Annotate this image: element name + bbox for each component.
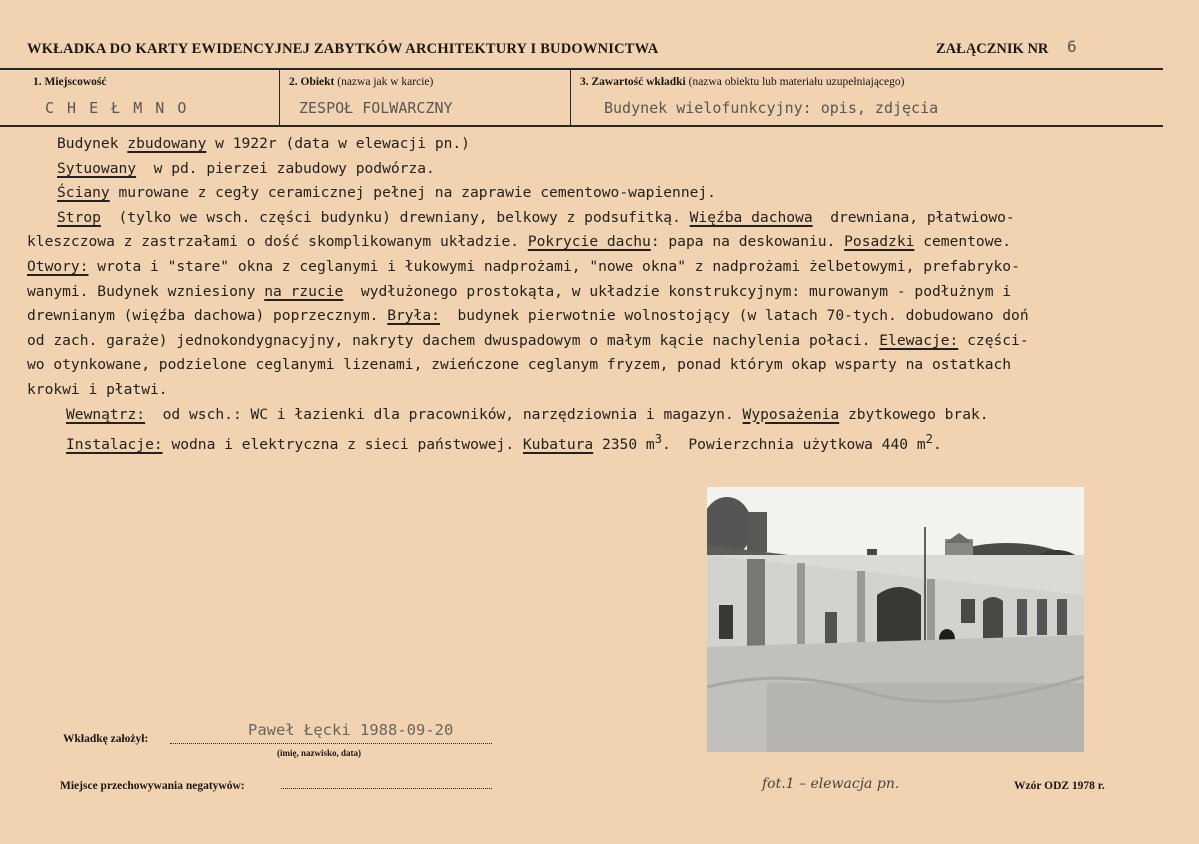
- object-label: [289, 76, 433, 88]
- form-code: Wzór ODZ 1978 r.: [1014, 780, 1105, 792]
- desc-keyword: Pokrycie dachu: [527, 233, 651, 251]
- building-photo: [707, 487, 1084, 752]
- description-text: [27, 132, 1177, 452]
- negatives-label: Miejsce przechowywania negatywów:: [60, 780, 245, 792]
- desc-line-7: [27, 280, 1177, 305]
- author-line: [170, 743, 492, 744]
- field-divider-1: [279, 69, 280, 125]
- contents-label-note: (nazwa obiektu lub materiału uzupełniającego): [688, 76, 905, 88]
- desc-text: od zach. garaże) jednokondygnacyjny, nakryty dachem dwuspadowym o małym kącie nachylenia połaci.: [27, 331, 880, 349]
- desc-line-9: [27, 329, 1177, 354]
- author-hint: (imię, nazwisko, data): [277, 748, 361, 758]
- header-top-rule: [0, 68, 1163, 70]
- desc-keyword: Instalacje:: [66, 435, 163, 453]
- desc-text: : papa na deskowaniu.: [650, 233, 845, 251]
- contents-value: Budynek wielofunkcyjny: opis, zdjęcia: [604, 99, 939, 117]
- desc-text: kleszczowa z zastrzałami o dość skomplikowanym układzie.: [27, 233, 528, 251]
- desc-line-12: [27, 403, 1177, 428]
- desc-text: zbytkowego brak.: [839, 405, 989, 423]
- desc-text: wanymi. Budynek wzniesiony: [27, 282, 265, 300]
- superscript: 3: [654, 432, 663, 447]
- desc-keyword: Otwory:: [27, 257, 89, 275]
- object-label-note: (nazwa jak w karcie): [337, 76, 434, 88]
- desc-text: wodna i elektryczna z sieci państwowej.: [162, 435, 523, 453]
- desc-line-8: [27, 304, 1177, 329]
- desc-text: od wsch.: WC i łazienki dla pracowników, narzędziownia i magazyn.: [145, 405, 743, 423]
- desc-text: .: [932, 435, 942, 453]
- desc-line-3: [27, 181, 1177, 206]
- desc-line-4: [27, 206, 1177, 231]
- desc-keyword: Ściany: [57, 184, 110, 202]
- object-label-main: 2. Obiekt: [289, 76, 335, 88]
- desc-text: wrota i "stare" okna z ceglanymi i łukowymi nadprożami, "nowe okna" z nadprożami żelbetowymi, prefabryko-: [88, 257, 1020, 275]
- desc-line-11: [27, 378, 1177, 403]
- desc-text: . Powierzchnia użytkowa 440 m: [662, 435, 926, 453]
- desc-line-1: [27, 132, 1177, 157]
- annex-number: 6: [1067, 37, 1077, 56]
- desc-keyword: Kubatura: [522, 435, 594, 453]
- photo-caption: fot.1 – elewacja pn.: [762, 776, 900, 792]
- desc-text: budynek pierwotnie wolnostojący (w latach 70-tych. dobudowano doń: [439, 307, 1029, 325]
- desc-keyword: Sytuowany: [57, 159, 137, 177]
- desc-text: cementowe.: [914, 233, 1012, 251]
- annex-label: ZAŁĄCZNIK NR: [936, 41, 1049, 57]
- desc-line-5: [27, 230, 1177, 255]
- desc-text: wydłużonego prostokąta, w układzie konstrukcyjnym: murowanym - podłużnym i: [343, 282, 1012, 300]
- locality-label: 1. Miejscowość: [33, 76, 107, 88]
- desc-text: części-: [958, 331, 1029, 349]
- desc-text: w 1922r (data w elewacji pn.): [206, 135, 470, 152]
- desc-text: drewnianym (więźba dachowa) poprzecznym.: [27, 307, 388, 325]
- desc-keyword: zbudowany: [127, 135, 207, 152]
- desc-keyword: Wewnątrz:: [66, 405, 146, 423]
- form-title: WKŁADKA DO KARTY EWIDENCYJNEJ ZABYTKÓW ARCHITEKTURY I BUDOWNICTWA: [27, 41, 659, 57]
- desc-keyword: Wyposażenia: [742, 405, 840, 423]
- contents-label: [580, 76, 904, 88]
- contents-label-main: 3. Zawartość wkładki: [580, 76, 686, 88]
- desc-text: krokwi i płatwi.: [27, 380, 168, 398]
- desc-text: (tylko we wsch. części budynku) drewniany, belkowy z podsufitką.: [100, 208, 690, 226]
- desc-keyword: Więźba dachowa: [689, 208, 813, 226]
- desc-line-6: [27, 255, 1177, 280]
- locality-value: C H E Ł M N O: [45, 99, 189, 117]
- desc-keyword: Elewacje:: [879, 331, 959, 349]
- negatives-line: [281, 788, 492, 789]
- desc-keyword: Strop: [57, 208, 101, 226]
- desc-keyword: Posadzki: [844, 233, 915, 251]
- desc-text: murowane z cegły ceramicznej pełnej na zaprawie cementowo-wapiennej.: [109, 184, 716, 202]
- field-divider-2: [570, 69, 571, 125]
- desc-line-10: [27, 353, 1177, 378]
- author-value: Paweł Łęcki 1988-09-20: [248, 721, 454, 739]
- desc-text: Budynek: [57, 135, 128, 152]
- object-value: ZESPOŁ FOLWARCZNY: [299, 99, 453, 117]
- header-bottom-rule: [0, 125, 1163, 127]
- desc-line-2: [27, 157, 1177, 182]
- superscript: 2: [925, 432, 933, 447]
- desc-text: w pd. pierzei zabudowy podwórza.: [136, 159, 435, 177]
- desc-text: wo otynkowane, podzielone ceglanymi lizenami, zwieńczone ceglanym fryzem, ponad którym okap wsparty na ostatkach: [27, 356, 1012, 374]
- desc-text: 2350 m: [593, 435, 655, 453]
- desc-line-13: [27, 427, 1177, 452]
- author-label: Wkładkę założył:: [63, 733, 149, 745]
- desc-keyword: na rzucie: [264, 282, 344, 300]
- desc-keyword: Bryła:: [387, 307, 440, 325]
- desc-text: drewniana, płatwiowo-: [812, 208, 1015, 226]
